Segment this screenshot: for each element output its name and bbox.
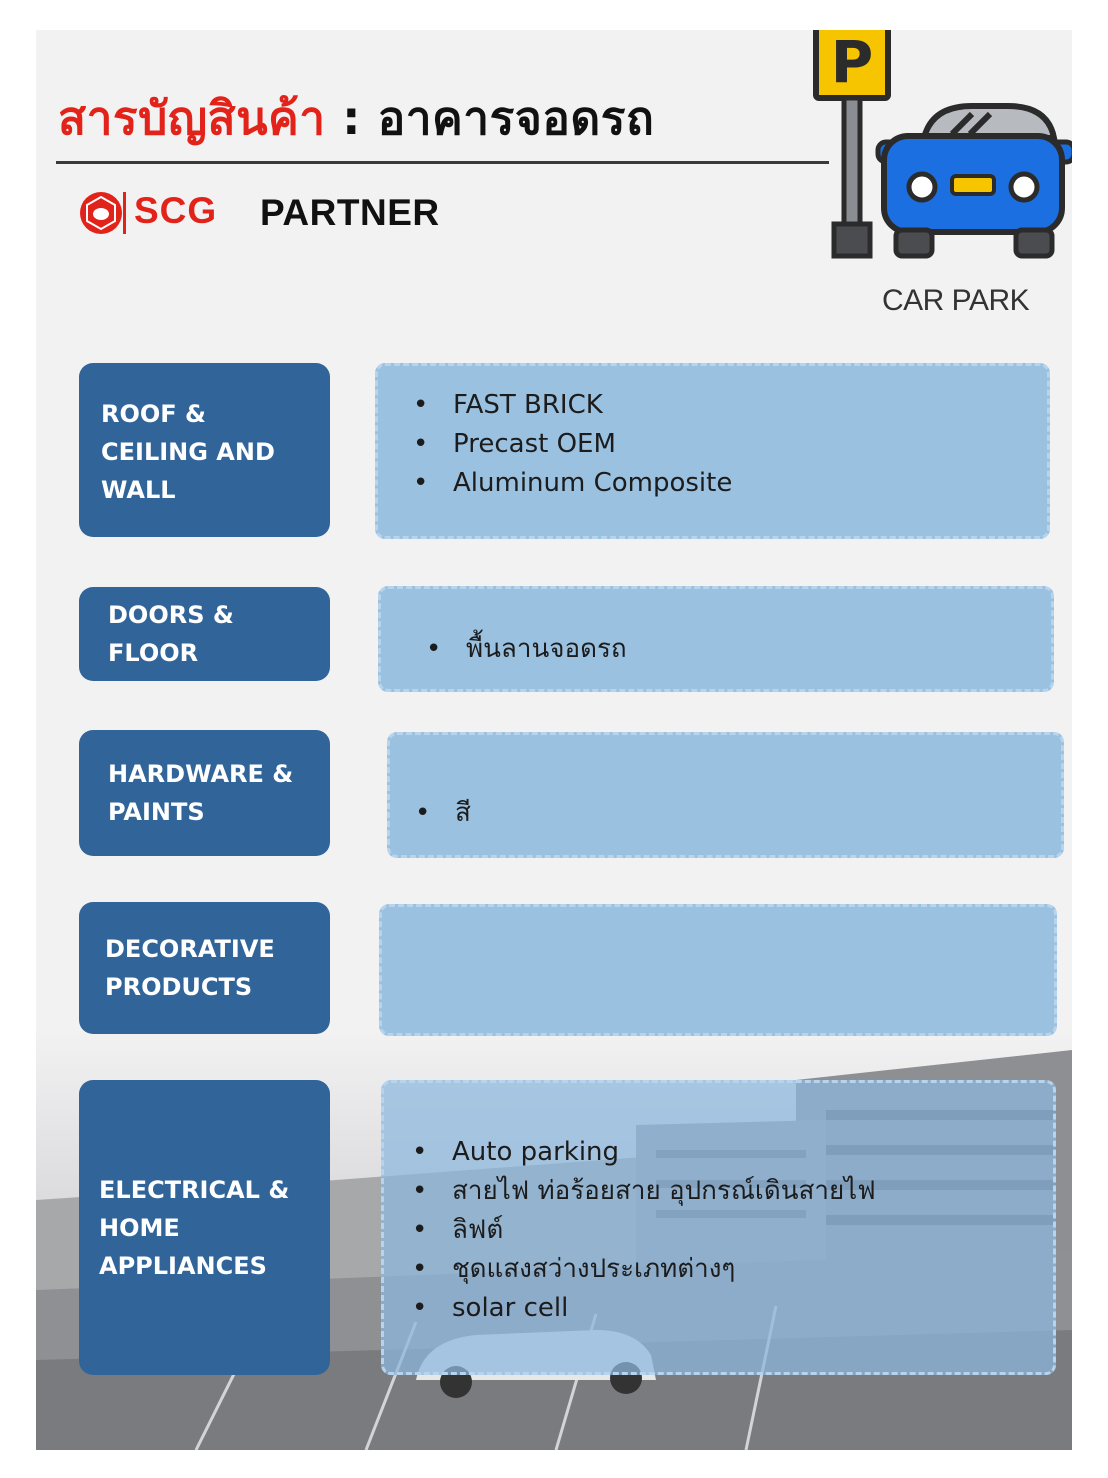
category-hardware-paints [79,730,330,856]
category-label-line: HARDWARE & [108,760,294,788]
item-list [466,629,1051,669]
scg-emblem-icon [76,188,126,238]
items-roof-ceiling-wall [375,363,1050,539]
scg-logo-text: SCG [134,190,218,231]
items-decorative-products [379,904,1057,1036]
list-item: • solar cell [452,1289,1053,1328]
car-park-icon [812,30,1072,266]
category-label-line: ELECTRICAL & [99,1175,290,1204]
category-decorative-products [79,902,330,1034]
car-park-caption: CAR PARK [882,284,1030,317]
list-item: • พื้นลานจอดรถ [466,629,1051,669]
category-label-line: CEILING AND [101,438,275,466]
list-item: • FAST BRICK [453,386,1047,425]
items-doors-floor [378,586,1054,692]
title-divider [56,161,829,164]
list-item: • Aluminum Composite [453,464,1047,503]
list-item: • Precast OEM [453,425,1047,464]
category-roof-ceiling-wall [79,363,330,537]
list-item: • สายไฟ ท่อร้อยสาย อุปกรณ์เดินสายไฟ [452,1172,1053,1211]
scg-logo [76,188,236,240]
category-label-line: ROOF & [101,400,206,428]
list-item: • ชุดแสงสว่างประเภทต่างๆ [452,1250,1053,1289]
title-category: สารบัญสินค้า [58,91,326,145]
item-list [455,793,1061,833]
items-hardware-paints [387,732,1064,858]
list-item: • Auto parking [452,1133,1053,1172]
category-label-line: HOME [99,1213,180,1242]
category-label-line: DOORS & [108,601,234,629]
content-panel [36,30,1072,1450]
items-electrical-home-appliances [381,1080,1056,1375]
list-item: • สี [455,793,1061,833]
parking-sign-letter: P [830,28,874,96]
title-separator: : [325,91,378,145]
title-building-type: อาคารจอดรถ [377,91,655,145]
list-item: • ลิฟต์ [452,1211,1053,1250]
item-list [452,1133,1053,1328]
category-label-line: WALL [101,476,176,504]
category-label-line: DECORATIVE [105,935,275,963]
category-electrical-home-appliances [79,1080,330,1375]
partner-label: PARTNER [260,192,440,233]
category-label-line: FLOOR [108,639,199,667]
category-label-line: PRODUCTS [105,973,253,1001]
category-label-line: APPLIANCES [99,1251,267,1280]
category-doors-floor [79,587,330,681]
page-title [58,82,654,155]
category-label-line: PAINTS [108,798,205,826]
item-list [453,386,1047,503]
